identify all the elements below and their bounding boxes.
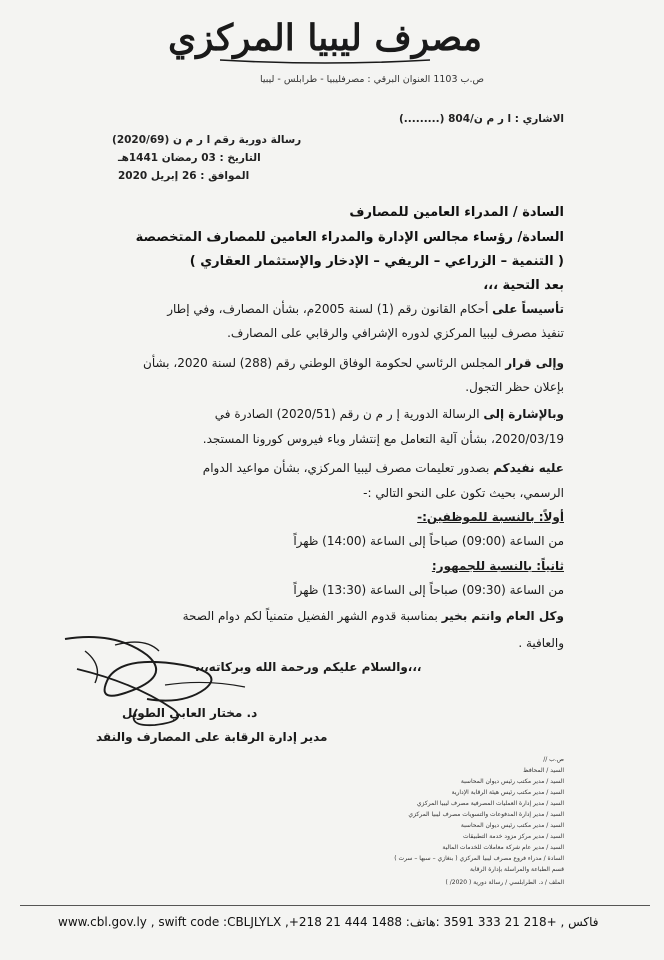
circular-number: رسالة دورية رقم ا ر م ن (2020/69) [112,134,302,146]
distribution-item: السيد / مدير مكتب رئيس ديوان المحاسبة [460,822,564,829]
distribution-item: السيد / مدير مركز مزود خدمة التطبيقات [462,833,564,840]
date-hijri: التاريخ : 03 رمضان 1441هـ [118,152,261,164]
distribution-item: السيد / مدير مكتب رئيس ديوان المحاسبة [460,778,564,785]
distribution-item: السيد / مدير إدارة العمليات المصرفية مصرف ليبيا المركزي [416,800,564,807]
public-hours-heading: ثانياً: بالنسبة للجمهور: [431,559,564,573]
closing-salutation: ،،،والسلام عليكم ورحمة الله وبركاته،،، [195,660,422,674]
staff-hours: من الساعة (09:00) صباحاً إلى الساعة (14:00) ظهراً [293,534,564,548]
paragraph-3-text: الرسالة الدورية إ ر م ن رقم (2020/51) الصادرة في [214,407,484,421]
distribution-header: ص.ب // [543,756,564,763]
addressee-line-2: السادة/ رؤساء مجالس الإدارة والمدراء العامين للمصارف المتخصصة [135,230,564,245]
paragraph-3-line-2: 2020/03/19، بشأن آلية التعامل مع إنتشار وباء فيروس كورونا المستجد. [202,432,564,446]
reference-number: الاشاري : ا ر م ن/804 (.........) [398,113,564,125]
paragraph-1 [167,302,564,316]
paragraph-4 [203,461,564,475]
distribution-item: السيد / مدير مكتب رئيس هيئة الرقابة الإدارية [451,789,564,796]
bank-logo-wordmark: مصرف ليبيا المركزي [167,17,483,59]
paragraph-2 [143,356,564,370]
signatory-name: د. مختار العابي الطويل [122,706,258,720]
paragraph-2-text: المجلس الرئاسي لحكومة الوفاق الوطني رقم (288) لسنة 2020، بشأن [143,356,506,370]
paragraph-2-line-2: بإعلان حظر التجول. [465,380,564,394]
paragraph-2-lead: وإلى قرار [505,356,564,370]
distribution-item: قسم الطباعة والمراسلة بإدارة الرقابة [469,866,564,873]
addressee-line-1: السادة / المدراء العامين للمصارف [349,205,564,220]
letterhead-address: ص.ب 1103 العنوان البرقي : مصرفليبيا - طرابلس - ليبيا [260,74,484,85]
distribution-item: السيد / المحافظ [523,767,564,774]
paragraph-4-lead: عليه نفيدكم [493,461,564,475]
date-gregorian: الموافق : 26 إبريل 2020 [118,170,250,182]
archive-note: الملف / د. الطرابلسي / رسالة دورية ( 2020/ ) [445,879,564,886]
paragraph-3 [215,407,564,421]
footer-divider [20,905,650,906]
paragraph-5 [183,609,564,623]
footer-contact: www.cbl.gov.ly , swift code :CBLJLYLX ,+218 21 444 1488 :فاكس , +218 21 333 3591 :هاتف [58,915,599,929]
signatory-title: مدير إدارة الرقابة على المصارف والنقد [96,730,328,744]
paragraph-5-lead: وكل العام وانتم بخير [441,609,564,623]
paragraph-1-text: أحكام القانون رقم (1) لسنة 2005م، بشأن المصارف، وفي إطار [167,302,493,316]
bank-logo [167,2,483,70]
addressee-line-3: ( التنمية – الزراعي – الريفي – الإدخار والإستثمار العقاري ) [189,254,564,269]
public-hours: من الساعة (09:30) صباحاً إلى الساعة (13:30) ظهراً [293,583,564,597]
paragraph-3-lead: وبالإشارة إلى [483,407,564,421]
paragraph-1-line-2: تنفيذ مصرف ليبيا المركزي لدوره الإشرافي والرقابي على المصارف. [227,326,564,340]
paragraph-4-line-2: الرسمي، بحيث تكون على النحو التالي :- [363,486,564,500]
greeting: بعد التحية ،،، [483,278,564,293]
paragraph-1-lead: تأسيساً على [492,302,564,316]
distribution-item: السيد / مدير عام شركة معاملات للخدمات المالية [442,844,564,851]
paragraph-5-line-2: والعافية . [518,636,564,650]
staff-hours-heading: أولاً: بالنسبة للموظفين:- [417,510,564,524]
distribution-item: السيد / مدير إدارة المدفوعات والتسويات مصرف ليبيا المركزي [408,811,564,818]
distribution-item: السادة / مدراء فروع مصرف ليبيا المركزي ( بنغازي – سبها – سرت ) [394,855,564,862]
paragraph-5-text: بمناسبة قدوم الشهر الفضيل متمنياً لكم دوام الصحة [182,609,442,623]
paragraph-4-text: بصدور تعليمات مصرف ليبيا المركزي، بشأن مواعيد الدوام [202,461,494,475]
